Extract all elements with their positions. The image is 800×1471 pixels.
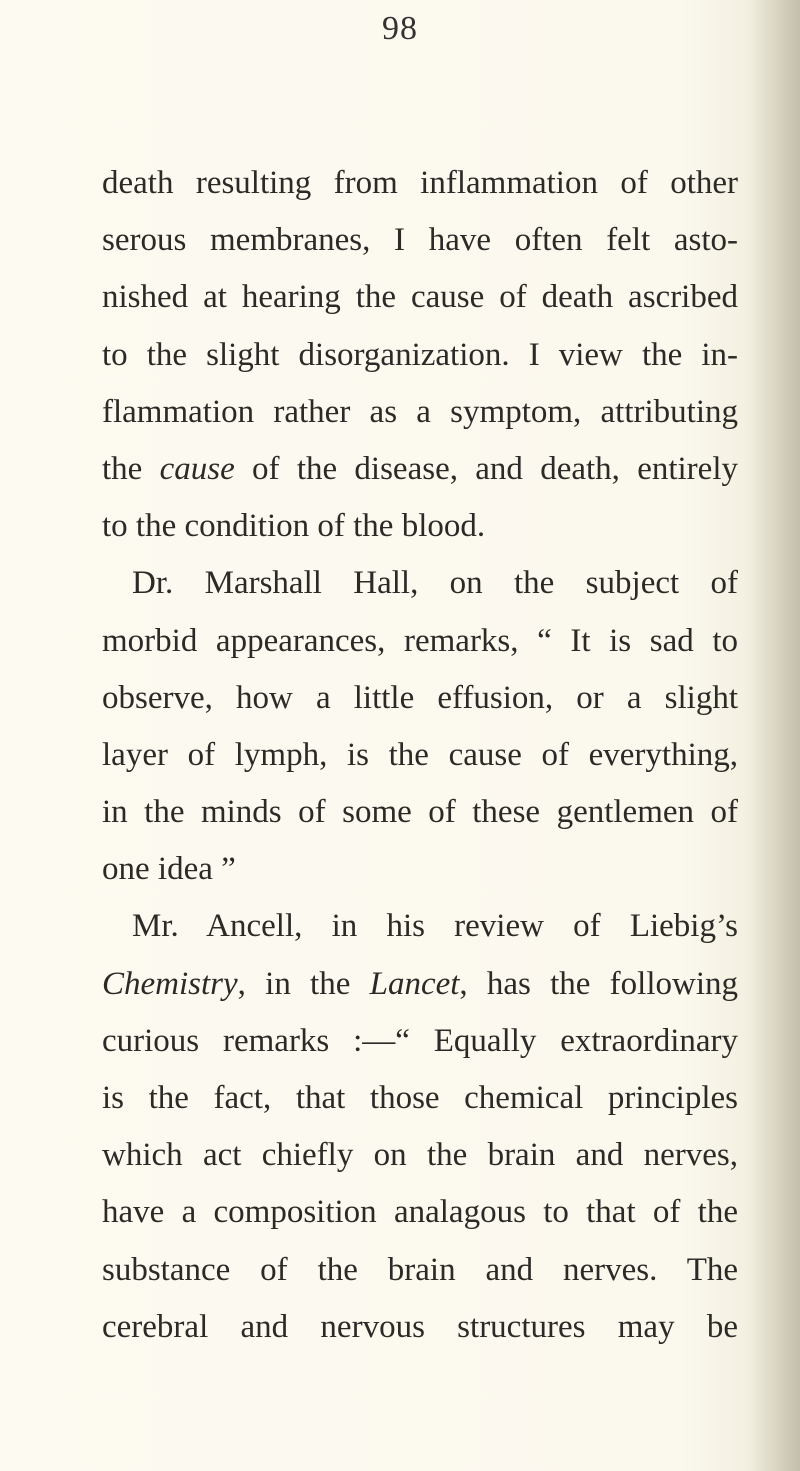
italic-word-lancet: Lancet xyxy=(369,965,460,1002)
text-line-9: morbid appearances, remarks, “ It is sad to xyxy=(102,622,738,659)
text-line-4: to the slight disorganization. I view the in- xyxy=(102,336,738,373)
text-line-14: Mr. Ancell, in his review of Liebig’s xyxy=(132,908,738,945)
text-line-2: serous membranes, I have often felt asto- xyxy=(102,222,738,259)
text-line-1: death resulting from inflammation of other xyxy=(102,165,738,201)
text-line-3: nished at hearing the cause of death ascribed xyxy=(102,279,738,316)
text-line-18: which act chiefly on the brain and nerves, xyxy=(102,1137,738,1174)
text-line-5: flammation rather as a symptom, attributing xyxy=(102,393,738,430)
page-number: 98 xyxy=(382,10,418,47)
italic-word-cause: cause xyxy=(159,450,235,487)
text-line-10: observe, how a little effusion, or a slight xyxy=(102,679,738,716)
text-line-6-post: of the disease, and death, entirely xyxy=(234,450,738,487)
text-line-6-pre: the xyxy=(102,450,160,487)
text-line-12: in the minds of some of these gentlemen of xyxy=(102,794,738,831)
text-line-6 xyxy=(102,441,738,498)
text-line-17: is the fact, that those chemical principles xyxy=(102,1080,738,1116)
text-line-15-mid: , in the xyxy=(237,965,370,1002)
text-line-8: Dr. Marshall Hall, on the subject of xyxy=(132,565,738,602)
italic-word-chemistry: Chemistry xyxy=(102,965,238,1002)
text-line-13: one idea ” xyxy=(102,851,236,888)
text-line-21: cerebral and nervous structures may be xyxy=(102,1308,738,1345)
text-line-19: have a composition analagous to that of the xyxy=(102,1194,738,1231)
page-edge-shadow xyxy=(752,0,800,1471)
text-line-20: substance of the brain and nerves. The xyxy=(102,1251,738,1288)
text-line-7: to the condition of the blood. xyxy=(102,508,486,545)
text-line-11: layer of lymph, is the cause of everything, xyxy=(102,736,738,773)
text-line-15 xyxy=(102,956,738,1013)
body-text xyxy=(102,155,738,1356)
text-line-16: curious remarks :—“ Equally extraordinary xyxy=(102,1022,738,1059)
text-line-15-post: , has the following xyxy=(459,965,738,1002)
